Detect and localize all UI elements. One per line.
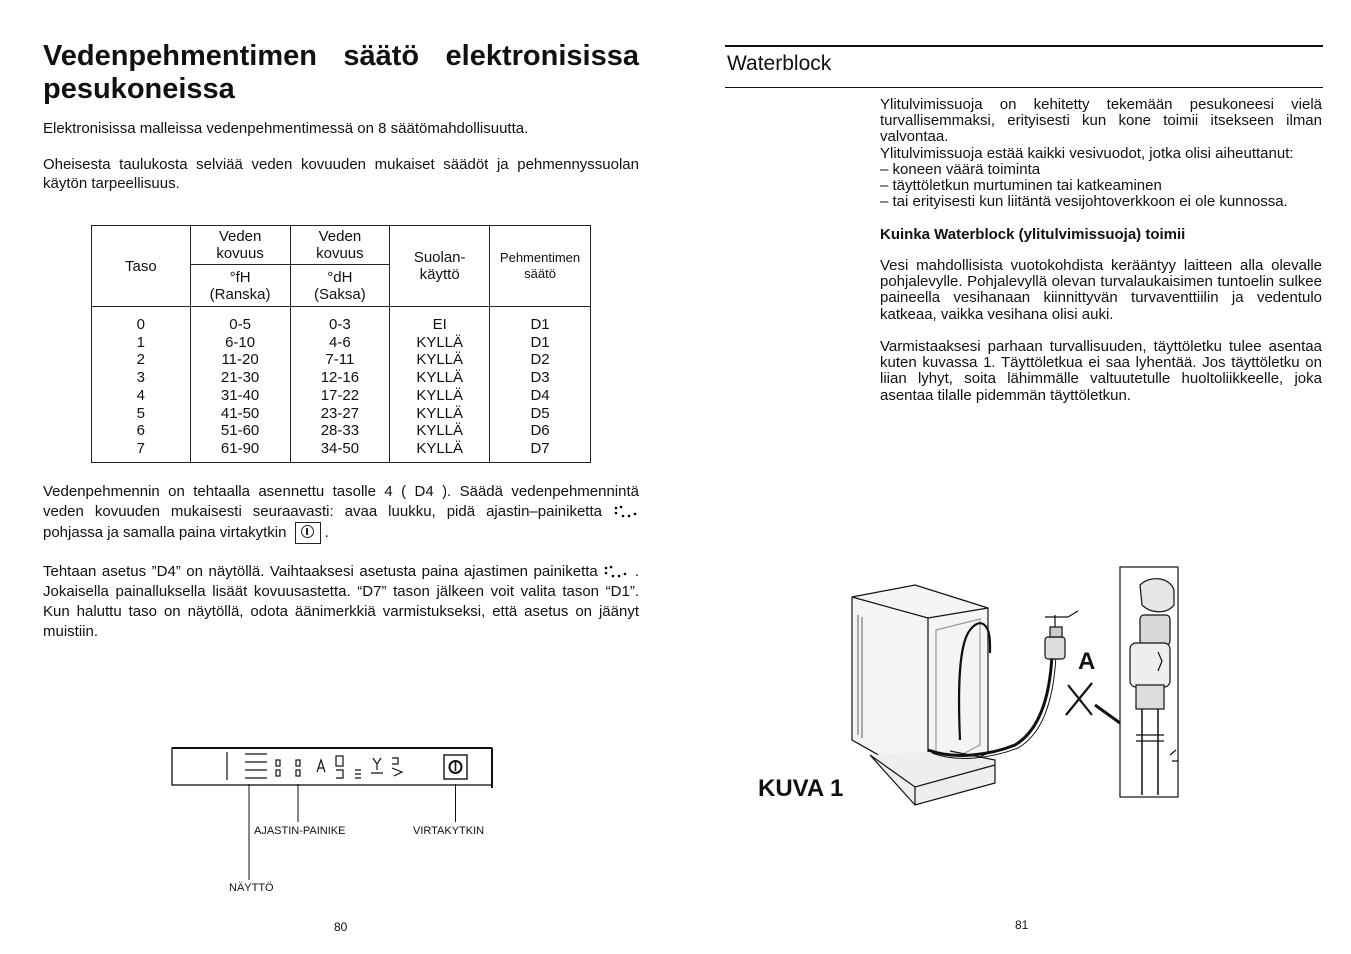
- header-veden-kovuus-2: Veden kovuus: [290, 226, 390, 265]
- subheading: Kuinka Waterblock (ylitulvimissuoja) toimii: [880, 226, 1186, 243]
- page-number-right: 81: [1015, 918, 1029, 932]
- page-number-left: 80: [334, 920, 348, 934]
- figure-letter-a: A: [1078, 648, 1096, 675]
- timer-button-label: AJASTIN-PAINIKE: [254, 825, 346, 837]
- timer-button-icon: [603, 565, 629, 579]
- power-switch-label: VIRTAKYTKIN: [413, 825, 485, 837]
- column-taso: 0 1 2 3 4 5 6 7: [92, 307, 191, 463]
- header-rule-bottom: [725, 87, 1323, 88]
- figure-caption: KUVA 1: [758, 775, 844, 802]
- title-line-1: Vedenpehmentimen säätö elektronisissa: [43, 40, 639, 72]
- change-setting-text-2: . Jokaisella painalluksella lisäät kovuusastetta. “D7” tason jälkeen voit valita tason “D1”. Kun haluttu taso on näytöllä, odota äänimerkkiä varmistukseksi, että asetus on jäänyt muistiin.: [43, 563, 639, 640]
- waterblock-paragraph-2: Ylitulvimissuoja estää kaikki vesivuodot, jotka olisi aiheuttanut:: [880, 144, 1294, 162]
- header-dh: °dH (Saksa): [290, 265, 390, 307]
- display-label: NÄYTTÖ: [229, 882, 274, 894]
- page-title: [43, 40, 639, 106]
- water-hardness-table: [91, 225, 591, 463]
- timer-button-icon: [613, 505, 639, 519]
- factory-setting-text-2: pohjassa ja samalla paina virtakytkin: [43, 523, 287, 541]
- header-taso: Taso: [92, 226, 191, 307]
- factory-setting-paragraph: [43, 482, 639, 544]
- table-intro-paragraph: Oheisesta taulukosta selviää veden kovuuden mukaiset säädöt ja pehmennyssuolan käytön tarpeellisuus.: [43, 156, 639, 192]
- power-switch-icon: [295, 522, 321, 544]
- column-pehm: D1 D1 D2 D3 D4 D5 D6 D7: [490, 307, 591, 463]
- waterblock-paragraph-4: Varmistaaksesi parhaan turvallisuuden, täyttöletku tulee asentaa kuten kuvassa 1. Täyttöletkua ei saa lyhentää. Jos täyttöletku on liian lyhyt, soita lähimmälle valtuutetulle huoltoliikkeelle, joka asentaa tilalle pidemmän täyttöletkun.: [880, 338, 1322, 404]
- title-line-2: pesukoneissa: [43, 73, 235, 105]
- display-indicators: [227, 752, 402, 780]
- header-rule-top: [725, 45, 1323, 47]
- column-fh: 0-5 6-10 11-20 21-30 31-40 41-50 51-60 61-90: [190, 307, 290, 463]
- intro-paragraph: Elektronisissa malleissa vedenpehmentimessä on 8 säätömahdollisuutta.: [43, 120, 529, 137]
- waterblock-paragraph-3: Vesi mahdollisista vuotokohdista kerääntyy laitteen alla olevalle pohjalevylle. Pohjalevyllä olevan turvalaukaisimen tuntoelin sulkee paineella vesihanaan kiinnittyvän turvaventtiilin ja vedentulo katkeaa, vaikka vesihana olisi auki.: [880, 257, 1322, 323]
- control-panel-diagram: [165, 740, 505, 900]
- dishwasher-installation-figure: [840, 555, 1280, 815]
- change-setting-paragraph: [43, 562, 639, 642]
- header-suolankaytto: Suolan- käyttö: [390, 226, 490, 307]
- column-dh: 0-3 4-6 7-11 12-16 17-22 23-27 28-33 34-50: [290, 307, 390, 463]
- change-setting-text: Tehtaan asetus ”D4” on näytöllä. Vaihtaaksesi asetusta paina ajastimen painiketta: [43, 563, 598, 580]
- header-fh: °fH (Ranska): [190, 265, 290, 307]
- section-heading: Waterblock: [727, 52, 832, 75]
- column-suola: EI KYLLÄ KYLLÄ KYLLÄ KYLLÄ KYLLÄ KYLLÄ KYLLÄ: [390, 307, 490, 463]
- waterblock-intro: [880, 97, 1322, 210]
- header-pehmentimen-saato: Pehmentimen säätö: [490, 226, 591, 307]
- waterblock-paragraph-1: Ylitulvimissuoja on kehitetty tekemään pesukoneesi vielä turvallisemmaksi, erityisesti kun kone toimii itsekseen ilman valvontaa.: [880, 96, 1322, 146]
- header-veden-kovuus-1: Veden kovuus: [190, 226, 290, 265]
- list-item: – täyttöletkun murtuminen tai katkeaminen: [880, 177, 1162, 195]
- list-item: – koneen väärä toiminta: [880, 160, 1041, 178]
- list-item: – tai erityisesti kun liitäntä vesijohtoverkkoon ei ole kunnossa.: [880, 193, 1288, 211]
- factory-setting-text-3: .: [324, 523, 329, 541]
- factory-setting-text: Vedenpehmennin on tehtaalla asennettu tasolle 4 ( D4 ). Säädä vedenpehmennintä veden kovuuden mukaisesti seuraavasti: avaa luukku, pidä ajastin–painiketta: [43, 483, 639, 520]
